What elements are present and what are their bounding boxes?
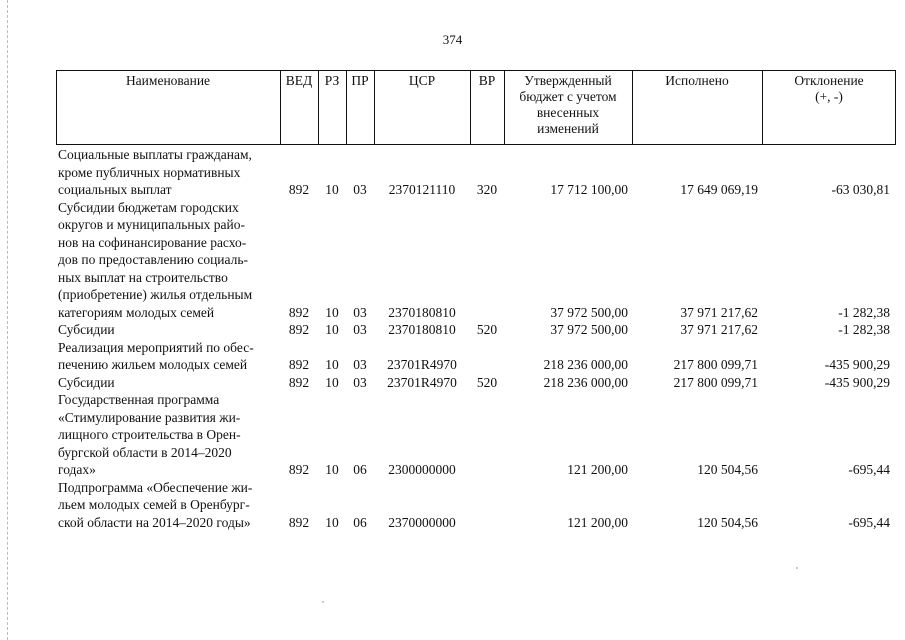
row-executed: 217 800 099,71 [673, 357, 758, 372]
row-ved: 892 [288, 182, 310, 197]
row-budget: 218 236 000,00 [543, 374, 628, 390]
row-name: Субсидии [58, 322, 115, 337]
header-name: Наименование [125, 73, 211, 88]
row-csr: 2300000000 [388, 462, 456, 477]
table-row [56, 391, 896, 479]
header-ved: ВЕД [285, 73, 313, 88]
row-pr: 03 [353, 322, 367, 337]
row-vr: 520 [476, 322, 498, 337]
row-name: Подпрограмма «Обеспечение жи- льем молодых семей в Оренбург- ской области на 2014–2020 годы» [58, 479, 253, 530]
row-budget: 37 972 500,00 [550, 304, 628, 320]
table-row [56, 479, 896, 532]
row-deviation: -63 030,81 [831, 182, 890, 197]
table-body [56, 146, 896, 531]
row-csr: 23701R4970 [387, 357, 457, 372]
row-pr: 06 [353, 462, 367, 477]
header-rz: РЗ [324, 73, 340, 88]
row-rz: 10 [325, 514, 339, 530]
row-pr: 03 [353, 304, 367, 320]
row-ved: 892 [288, 322, 310, 337]
row-deviation: -695,44 [848, 514, 890, 530]
row-vr: 520 [476, 374, 498, 390]
row-ved: 892 [288, 357, 310, 372]
row-executed: 17 649 069,19 [680, 182, 758, 197]
header-bottom-border [56, 144, 896, 145]
header-top-border [56, 70, 896, 71]
row-deviation: -435 900,29 [824, 357, 890, 372]
row-ved: 892 [288, 374, 310, 390]
row-csr: 2370180810 [388, 304, 456, 320]
row-budget: 37 972 500,00 [550, 322, 628, 337]
row-budget: 121 200,00 [567, 514, 628, 530]
row-name: Субсидии бюджетам городских округов и муниципальных райо- нов на софинансирование расхо- дов по предоставлению социаль- ных выплат на строительство (приобретение) жилья отдельным категориям молодых семей [58, 199, 253, 320]
row-rz: 10 [325, 182, 339, 197]
row-budget: 17 712 100,00 [550, 182, 628, 197]
row-executed: 37 971 217,62 [680, 304, 758, 320]
row-pr: 03 [353, 357, 367, 372]
table-header [56, 70, 896, 145]
row-ved: 892 [288, 304, 310, 320]
header-executed: Исполнено [665, 73, 729, 88]
scan-speck [796, 567, 798, 569]
row-executed: 37 971 217,62 [680, 322, 758, 337]
row-name: Реализация мероприятий по обес- печению жильем молодых семей [58, 339, 254, 372]
table-row [56, 146, 896, 199]
page-number: 374 [442, 32, 463, 47]
table-row [56, 321, 896, 339]
col-border [504, 70, 505, 145]
row-pr: 03 [353, 374, 367, 390]
row-pr: 06 [353, 514, 367, 530]
table-row [56, 339, 896, 374]
header-deviation: Отклонение (+, -) [794, 73, 864, 104]
budget-table [56, 70, 896, 531]
row-rz: 10 [325, 304, 339, 320]
row-csr: 23701R4970 [387, 374, 457, 390]
row-executed: 120 504,56 [697, 514, 758, 530]
binding-margin-line [7, 0, 8, 640]
row-csr: 2370000000 [388, 514, 456, 530]
row-deviation: -1 282,38 [838, 322, 890, 337]
row-pr: 03 [353, 182, 367, 197]
row-name: Субсидии [58, 374, 115, 390]
header-vr: ВР [478, 73, 496, 88]
row-deviation: -695,44 [848, 462, 890, 477]
row-budget: 121 200,00 [567, 462, 628, 477]
row-ved: 892 [288, 462, 310, 477]
row-ved: 892 [288, 514, 310, 530]
row-rz: 10 [325, 322, 339, 337]
table-row [56, 199, 896, 322]
scan-speck [322, 601, 324, 603]
row-executed: 217 800 099,71 [673, 374, 758, 390]
row-rz: 10 [325, 357, 339, 372]
row-deviation: -435 900,29 [824, 374, 890, 390]
row-csr: 2370180810 [388, 322, 456, 337]
table-row [56, 374, 896, 392]
row-csr: 2370121110 [388, 182, 456, 197]
row-name: Государственная программа «Стимулирование развития жи- лищного строительства в Орен- бургской области в 2014–2020 годах» [58, 392, 241, 477]
row-executed: 120 504,56 [697, 462, 758, 477]
header-budget: Утвержденный бюджет с учетом внесенных изменений [519, 73, 617, 136]
row-budget: 218 236 000,00 [543, 357, 628, 372]
row-deviation: -1 282,38 [838, 304, 890, 320]
row-rz: 10 [325, 374, 339, 390]
row-name: Социальные выплаты гражданам, кроме публичных нормативных социальных выплат [58, 147, 252, 197]
row-rz: 10 [325, 462, 339, 477]
header-csr: ЦСР [408, 73, 436, 88]
col-border [895, 70, 896, 145]
header-pr: ПР [351, 73, 369, 88]
col-border [762, 70, 763, 145]
row-vr: 320 [476, 182, 498, 197]
